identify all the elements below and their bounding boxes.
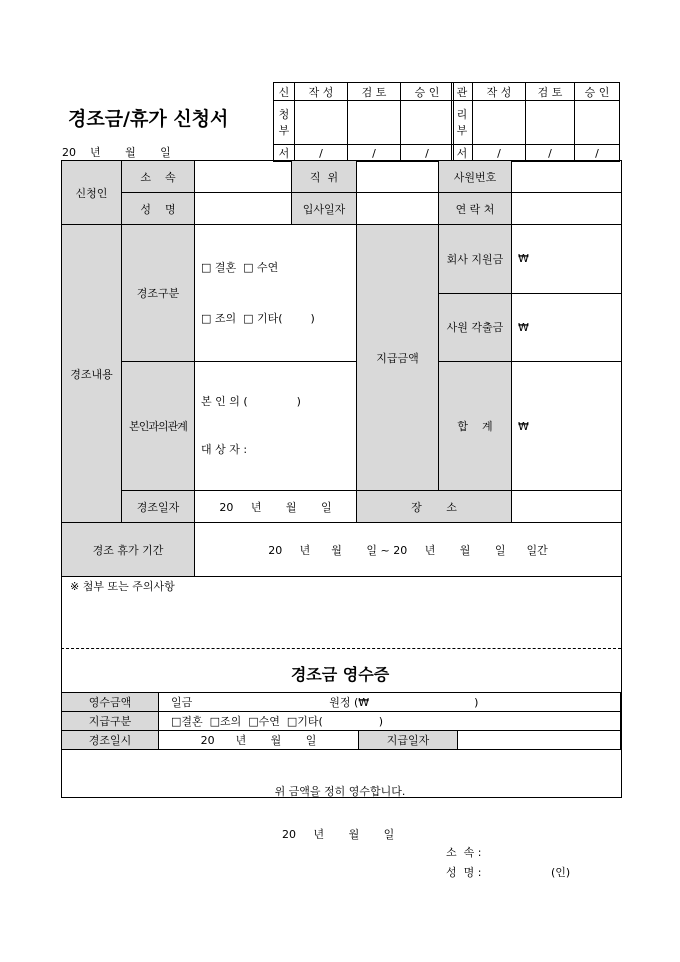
join-date-label: 입사일자 <box>292 193 357 225</box>
receipt-event-date-field[interactable]: 20 년 월 일 <box>159 731 359 750</box>
approval-right-side-4: 서 <box>452 145 473 162</box>
receipt-table <box>61 692 621 750</box>
approval-right-date-2[interactable]: / <box>526 145 575 162</box>
approval-left-side-2: 청 <box>278 107 290 121</box>
approval-right-sign-1[interactable] <box>473 101 526 145</box>
notes-label: ※ 첨부 또는 주의사항 <box>70 580 175 593</box>
content-label: 경조내용 <box>62 225 122 523</box>
approval-left <box>273 82 454 162</box>
position-label: 직 위 <box>292 161 357 193</box>
place-field[interactable] <box>512 491 622 523</box>
approval-right-header-2: 검 토 <box>526 83 575 101</box>
receipt-type-options[interactable]: □결혼 □조의 □수연 □기타( ) <box>159 712 621 731</box>
receipt-name-label: 성 명 : <box>446 866 482 879</box>
name-field[interactable] <box>195 193 292 225</box>
name-label: 성 명 <box>122 193 195 225</box>
place-label: 장 소 <box>357 491 512 523</box>
approval-right-date-3[interactable]: / <box>575 145 620 162</box>
total-label: 합 계 <box>439 362 512 491</box>
contact-label: 연 락 처 <box>439 193 512 225</box>
receipt-pay-date-label: 지급일자 <box>359 731 458 750</box>
approval-right-side-2: 리 <box>456 107 468 121</box>
category-label: 경조구분 <box>122 225 195 362</box>
approval-right-header-1: 작 성 <box>473 83 526 101</box>
receipt-statement: 위 금액을 정히 영수합니다. <box>274 785 406 798</box>
approval-left-date-1[interactable]: / <box>295 145 348 162</box>
emp-no-field[interactable] <box>512 161 622 193</box>
emp-no-label: 사원번호 <box>439 161 512 193</box>
approval-left-side-1: 신 <box>274 83 295 101</box>
approval-left-sign-2[interactable] <box>348 101 401 145</box>
approval-right <box>451 82 620 162</box>
receipt-seal: (인) <box>551 866 571 879</box>
company-support-label: 회사 지원금 <box>439 225 512 294</box>
employee-contrib-label: 사원 각출금 <box>439 293 512 362</box>
company-support-field[interactable]: ₩ <box>512 225 622 294</box>
approval-left-date-2[interactable]: / <box>348 145 401 162</box>
receipt-pay-date-field[interactable] <box>458 731 621 750</box>
relation-line2[interactable]: 대 상 자 : <box>201 443 248 456</box>
approval-left-sign-3[interactable] <box>401 101 454 145</box>
affiliation-label: 소 속 <box>122 161 195 193</box>
approval-left-date-3[interactable]: / <box>401 145 454 162</box>
total-field[interactable]: ₩ <box>512 362 622 491</box>
receipt-amount-label: 영수금액 <box>62 693 159 712</box>
relation-line1[interactable]: 본 인 의 ( ) <box>201 395 301 408</box>
event-date-label: 경조일자 <box>122 491 195 523</box>
affiliation-field[interactable] <box>195 161 292 193</box>
position-field[interactable] <box>357 161 439 193</box>
receipt-amount-prefix: 일금 <box>171 696 193 709</box>
leave-field[interactable]: 20 년 월 일 ~ 20 년 월 일 일간 <box>195 523 622 577</box>
approval-right-date-1[interactable]: / <box>473 145 526 162</box>
receipt-title: 경조금 영수증 <box>290 665 390 684</box>
receipt-date[interactable]: 20 년 월 일 <box>282 828 395 841</box>
approval-right-sign-2[interactable] <box>526 101 575 145</box>
category-options-line1[interactable]: □ 결혼 □ 수연 <box>201 261 279 274</box>
approval-left-header-3: 승 인 <box>401 83 454 101</box>
applicant-label: 신청인 <box>62 161 122 225</box>
receipt-affiliation-label: 소 속 : <box>446 846 482 859</box>
approval-left-side-4: 서 <box>274 145 295 162</box>
receipt-type-label: 지급구분 <box>62 712 159 731</box>
category-options-line2[interactable]: □ 조의 □ 기타( ) <box>201 312 315 325</box>
cut-line <box>61 648 621 649</box>
employee-contrib-field[interactable]: ₩ <box>512 293 622 362</box>
approval-right-side-3: 부 <box>456 123 468 137</box>
approval-right-sign-3[interactable] <box>575 101 620 145</box>
payment-label: 지급금액 <box>357 225 439 491</box>
approval-left-sign-1[interactable] <box>295 101 348 145</box>
leave-label: 경조 휴가 기간 <box>62 523 195 577</box>
receipt-amount-field[interactable]: 원정 (₩ ) <box>329 696 479 709</box>
receipt-event-date-label: 경조일시 <box>62 731 159 750</box>
approval-right-header-3: 승 인 <box>575 83 620 101</box>
approval-right-side-1: 관 <box>452 83 473 101</box>
contact-field[interactable] <box>512 193 622 225</box>
date-line: 20 년 월 일 <box>62 146 171 159</box>
approval-left-side-3: 부 <box>278 123 290 137</box>
event-date-field[interactable]: 20 년 월 일 <box>195 491 357 523</box>
relation-label: 본인과의관계 <box>122 362 195 491</box>
join-date-field[interactable] <box>357 193 439 225</box>
approval-left-header-1: 작 성 <box>295 83 348 101</box>
approval-left-header-2: 검 토 <box>348 83 401 101</box>
form-title: 경조금/휴가 신청서 <box>68 108 229 130</box>
